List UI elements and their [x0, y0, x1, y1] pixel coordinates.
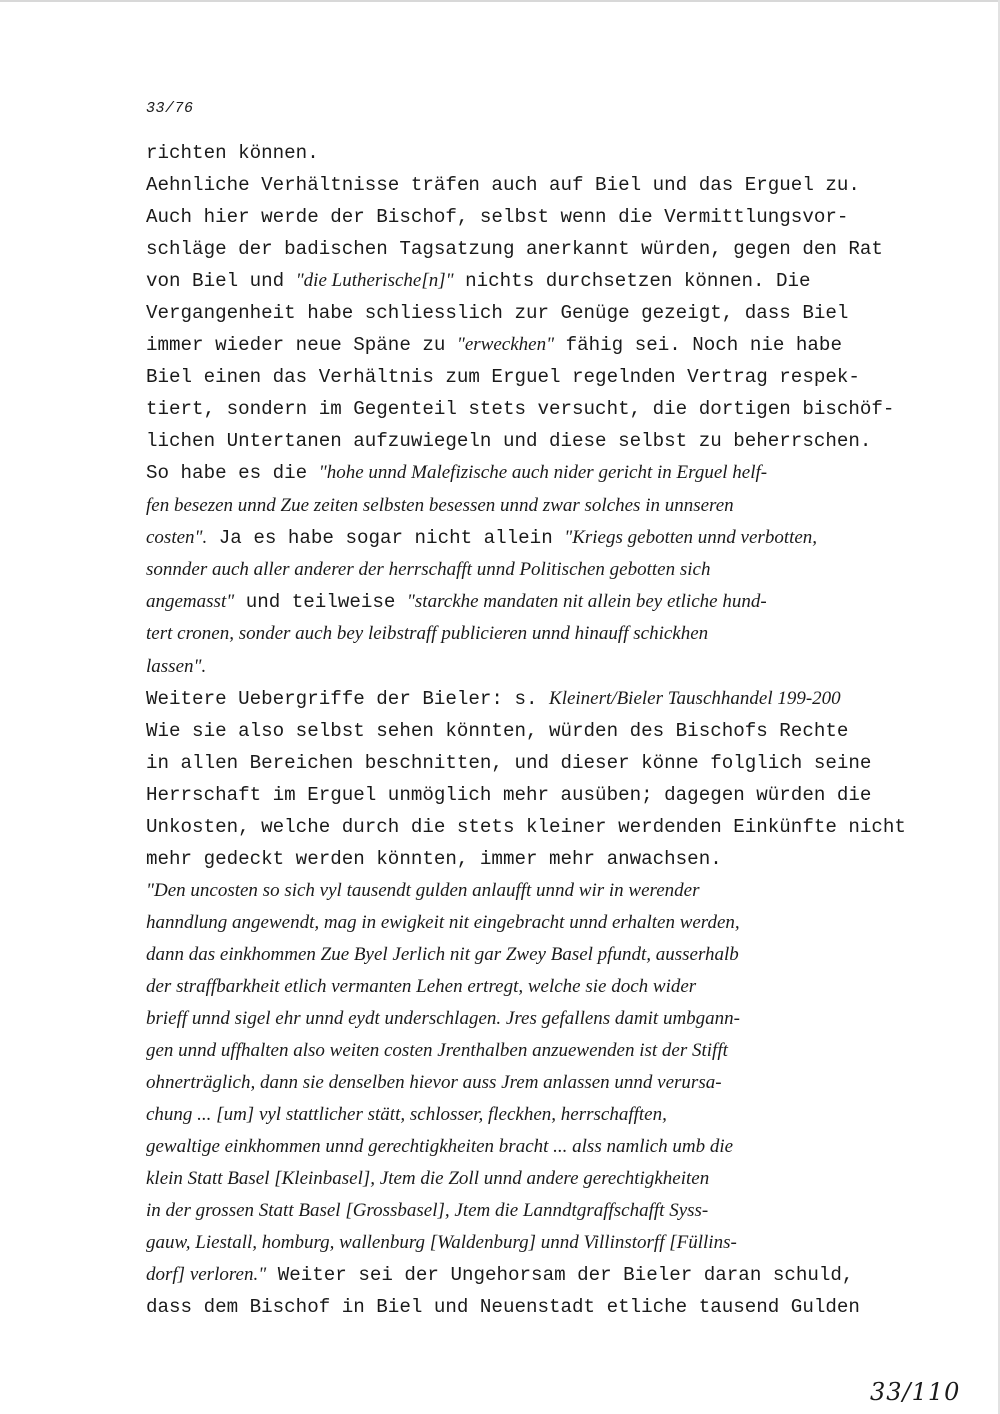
line-segment: Unkosten, welche durch die stets kleiner werdenden Einkünfte nicht [146, 816, 906, 838]
quoted-source-text: dann das einkhommen Zue Byel Jerlich nit gar Zwey Basel pfundt, ausserhalb [146, 944, 739, 965]
text-line [146, 720, 848, 742]
text-line [146, 559, 710, 581]
text-line [146, 848, 722, 870]
text-line [146, 1104, 667, 1126]
page-reference: 33/76 [146, 100, 194, 117]
line-segment: nichts durchsetzen können. Die [453, 270, 811, 292]
text-line [146, 1232, 737, 1254]
quoted-source-text: "hohe unnd Malefizische auch nider gericht in Erguel helf- [318, 462, 768, 483]
text-line [146, 366, 860, 388]
line-segment: in allen Bereichen beschnitten, und dieser könne folglich seine [146, 752, 872, 774]
quoted-source-text: in der grossen Statt Basel [Grossbasel], Jtem die Lanndtgraffschafft Syss- [146, 1200, 709, 1221]
line-segment: richten können. [146, 142, 319, 164]
line-segment: Biel einen das Verhältnis zum Erguel regelnden Vertrag respek- [146, 366, 860, 388]
line-segment: Weiter sei der Ungehorsam der Bieler daran schuld, [266, 1264, 854, 1286]
line-segment: mehr gedeckt werden könnten, immer mehr anwachsen. [146, 848, 722, 870]
quoted-source-text: klein Statt Basel [Kleinbasel], Jtem die Zoll unnd andere gerechtigkheiten [146, 1168, 710, 1189]
text-line [146, 270, 811, 292]
folio-number: 33/110 [870, 1378, 961, 1406]
line-segment: Herrschaft im Erguel unmöglich mehr ausüben; dagegen würden die [146, 784, 872, 806]
text-line [146, 302, 848, 324]
text-line [146, 880, 699, 902]
quoted-source-text: "erweckhen" [456, 334, 555, 355]
text-line [146, 976, 696, 998]
text-line [146, 1008, 740, 1030]
text-line [146, 1040, 728, 1062]
line-segment: fähig sei. Noch nie habe [554, 334, 842, 356]
text-line [146, 784, 871, 806]
text-line [146, 944, 739, 966]
text-line [146, 142, 319, 164]
quoted-source-text: sonnder auch aller anderer der herrschafft unnd Politischen gebotten sich [146, 559, 711, 580]
text-line [146, 527, 817, 549]
text-line [146, 462, 767, 484]
text-line [146, 623, 708, 645]
text-line [146, 1200, 708, 1222]
line-segment: Auch hier werde der Bischof, selbst wenn die Vermittlungsvor- [146, 206, 849, 228]
line-segment: Vergangenheit habe schliesslich zur Genüge gezeigt, dass Biel [146, 302, 849, 324]
line-segment: immer wieder neue Späne zu [146, 334, 457, 356]
text-line [146, 334, 842, 356]
text-line [146, 1296, 860, 1318]
text-line [146, 1136, 733, 1158]
line-segment: lichen Untertanen aufzuwiegeln und diese selbst zu beherrschen. [146, 430, 872, 452]
text-line [146, 656, 206, 678]
text-line [146, 688, 841, 710]
text-line [146, 206, 848, 228]
quoted-source-text: dorf] verloren." [146, 1264, 267, 1285]
quoted-source-text: hanndlung angewendt, mag in ewigkeit nit eingebracht unnd erhalten werden, [146, 912, 740, 933]
text-line [146, 816, 906, 838]
quoted-source-text: lassen". [146, 656, 207, 677]
quoted-source-text: costen". [146, 527, 208, 548]
text-line [146, 752, 871, 774]
quoted-source-text: "starckhe mandaten nit allein bey etliche hund- [406, 591, 767, 612]
quoted-source-text: "die Lutherische[n]" [295, 270, 454, 291]
line-segment: dass dem Bischof in Biel und Neuenstadt etliche tausend Gulden [146, 1296, 860, 1318]
text-line [146, 1168, 709, 1190]
quoted-source-text: Kleinert/Bieler Tauschhandel 199-200 [549, 688, 841, 709]
quoted-source-text: angemasst" [146, 591, 235, 612]
line-segment: Ja es habe sogar nicht allein [207, 527, 565, 549]
quoted-source-text: chung ... [um] vyl stattlicher stätt, schlosser, fleckhen, herrschafften, [146, 1104, 667, 1125]
quoted-source-text: gewaltige einkhommen unnd gerechtigkheiten bracht ... alss namlich umb die [146, 1136, 734, 1157]
quoted-source-text: gauw, Liestall, homburg, wallenburg [Waldenburg] unnd Villinstorff [Füllins- [146, 1232, 737, 1253]
quoted-source-text: "Kriegs gebotten unnd verbotten, [564, 527, 818, 548]
line-segment: So habe es die [146, 462, 319, 484]
quoted-source-text: brieff unnd sigel ehr unnd eydt underschlagen. Jres gefallens damit umbgann- [146, 1008, 741, 1029]
line-segment: schläge der badischen Tagsatzung anerkannt würden, gegen den Rat [146, 238, 883, 260]
text-line [146, 398, 894, 420]
text-line [146, 591, 767, 613]
quoted-source-text: ohnerträglich, dann sie denselben hievor auss Jrem anlassen unnd verursa- [146, 1072, 722, 1093]
text-line [146, 495, 734, 517]
line-segment: und teilweise [234, 591, 407, 613]
line-segment: Weitere Uebergriffe der Bieler: s. [146, 688, 550, 710]
text-line [146, 1072, 722, 1094]
quoted-source-text: tert cronen, sonder auch bey leibstraff publicieren unnd hinauff schickhen [146, 623, 709, 644]
text-line [146, 174, 860, 196]
quoted-source-text: fen besezen unnd Zue zeiten selbsten besessen unnd zwar solches in unnseren [146, 495, 734, 516]
scan-edge-top [0, 0, 1000, 2]
quoted-source-text: gen unnd uffhalten also weiten costen Jrenthalben anzuewenden ist der Stifft [146, 1040, 728, 1061]
text-line [146, 238, 883, 260]
text-line [146, 430, 871, 452]
line-segment: Aehnliche Verhältnisse träfen auch auf Biel und das Erguel zu. [146, 174, 860, 196]
text-line [146, 912, 740, 934]
quoted-source-text: der straffbarkheit etlich vermanten Lehen ertregt, welche sie doch wider [146, 976, 697, 997]
text-line [146, 1264, 853, 1286]
line-segment: von Biel und [146, 270, 296, 292]
quoted-source-text: "Den uncosten so sich vyl tausendt gulden anlaufft unnd wir in werender [146, 880, 700, 901]
line-segment: tiert, sondern im Gegenteil stets versucht, die dortigen bischöf- [146, 398, 895, 420]
line-segment: Wie sie also selbst sehen könnten, würden des Bischofs Rechte [146, 720, 849, 742]
